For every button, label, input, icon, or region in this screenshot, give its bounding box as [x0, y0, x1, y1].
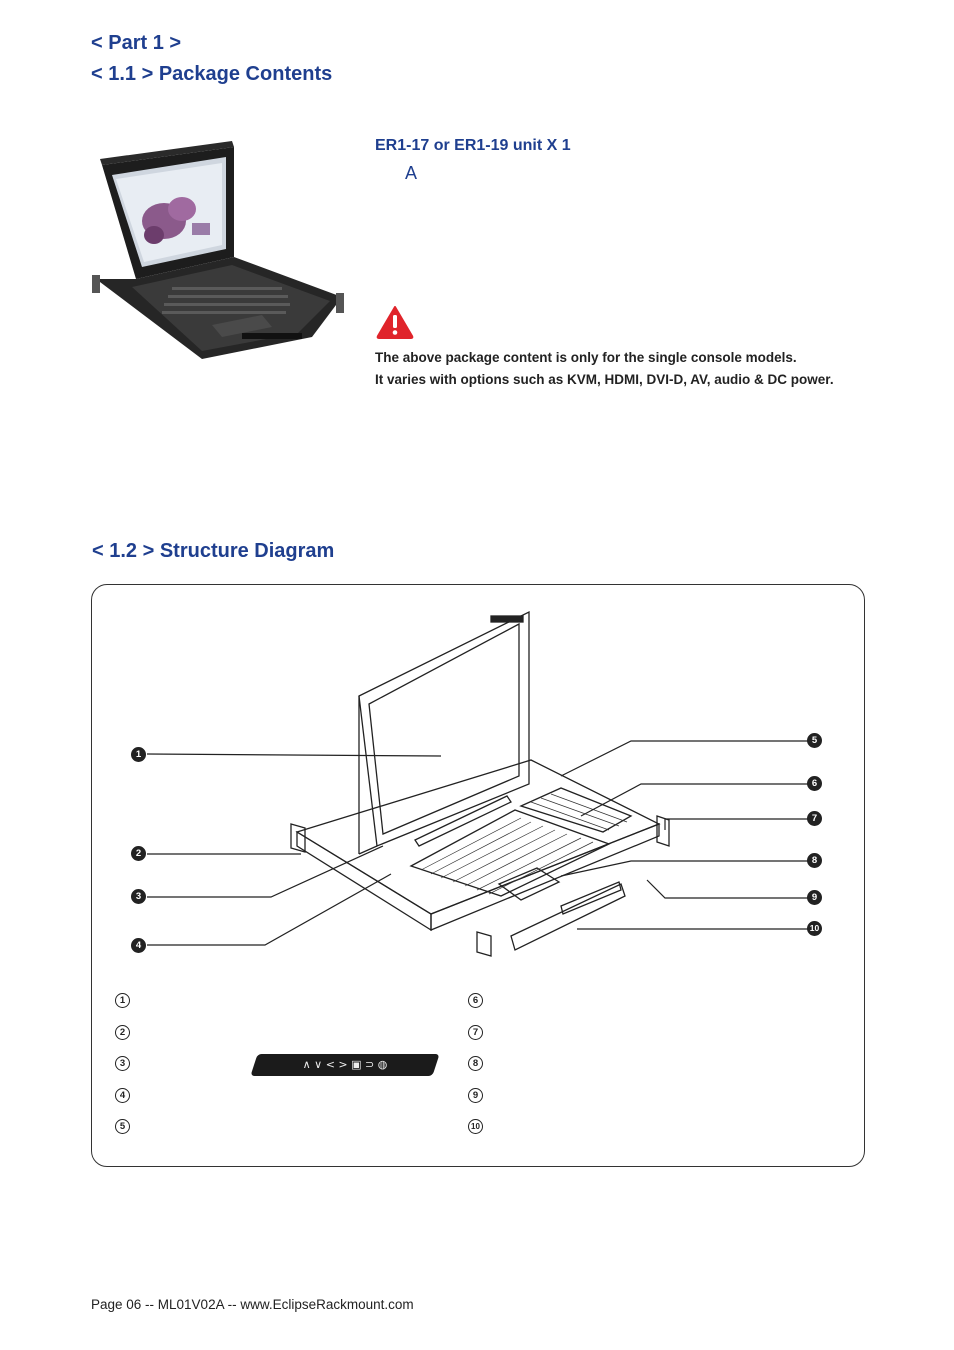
callout-9: 9	[807, 890, 822, 905]
callout-5: 5	[807, 733, 822, 748]
legend-number: 6	[468, 993, 483, 1008]
callout-3: 3	[131, 889, 146, 904]
unit-subtitle: A	[405, 163, 418, 183]
callout-2: 2	[131, 846, 146, 861]
legend-number: 7	[468, 1025, 483, 1040]
legend-number: 10	[468, 1119, 483, 1134]
package-note	[375, 347, 834, 391]
legend-number: 5	[115, 1119, 130, 1134]
legend-number: 1	[115, 993, 130, 1008]
page-footer: Page 06 -- ML01V02A -- www.EclipseRackmount.com	[91, 1297, 414, 1312]
legend-number: 3	[115, 1056, 130, 1071]
package-contents-heading: < 1.1 > Package Contents	[91, 63, 333, 85]
console-line-drawing	[91, 584, 865, 1167]
legend-number: 2	[115, 1025, 130, 1040]
structure-diagram-heading: < 1.2 > Structure Diagram	[92, 540, 335, 562]
legend-number: 8	[468, 1056, 483, 1071]
osd-symbols: ∧ ∨ < > ▣ ⊃ ◍	[302, 1058, 388, 1071]
part-heading: < Part 1 >	[91, 32, 182, 54]
callout-1: 1	[131, 747, 146, 762]
warning-icon	[376, 305, 414, 339]
product-photo	[92, 137, 354, 365]
note-line-2: It varies with options such as KVM, HDMI, DVI-D, AV, audio & DC power.	[375, 372, 834, 387]
note-line-1: The above package content is only for the single console models.	[375, 350, 797, 365]
callout-7: 7	[807, 811, 822, 826]
legend-number: 9	[468, 1088, 483, 1103]
callout-10: 10	[807, 921, 822, 936]
callout-8: 8	[807, 853, 822, 868]
unit-title: ER1-17 or ER1-19 unit X 1	[375, 137, 571, 154]
callout-4: 4	[131, 938, 146, 953]
legend-number: 4	[115, 1088, 130, 1103]
osd-control-strip	[250, 1054, 439, 1076]
callout-6: 6	[807, 776, 822, 791]
